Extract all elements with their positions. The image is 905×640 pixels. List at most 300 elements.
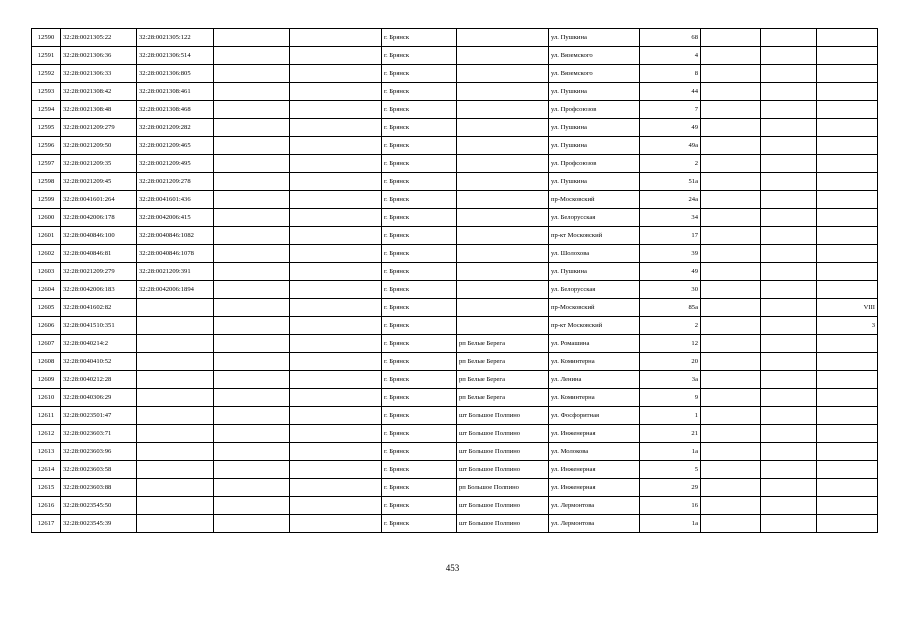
- street-cell: ул. Вяземского: [549, 47, 640, 65]
- parent-cadastral-cell: 32:28:0021306:805: [137, 65, 214, 83]
- settlement-cell: [457, 83, 549, 101]
- house-number-cell: 9: [640, 389, 701, 407]
- city-cell: г. Брянск: [382, 389, 457, 407]
- settlement-cell: [457, 65, 549, 83]
- cadastral-number-cell: 32:28:0042006:183: [61, 281, 137, 299]
- row-number-cell: 12614: [32, 461, 61, 479]
- table-row: [32, 407, 878, 425]
- street-cell: ул. Инженерная: [549, 479, 640, 497]
- empty-cell-c: [701, 479, 761, 497]
- empty-cell-d: [761, 335, 817, 353]
- empty-cell-a: [214, 515, 290, 533]
- empty-cell-d: [761, 155, 817, 173]
- house-number-cell: 44: [640, 83, 701, 101]
- extra-cell: [817, 65, 878, 83]
- parent-cadastral-cell: 32:28:0021306:514: [137, 47, 214, 65]
- cadastral-number-cell: 32:28:0041601:264: [61, 191, 137, 209]
- empty-cell-d: [761, 515, 817, 533]
- empty-cell-c: [701, 497, 761, 515]
- house-number-cell: 49: [640, 263, 701, 281]
- cadastral-number-cell: 32:28:0021308:48: [61, 101, 137, 119]
- street-cell: ул. Пушкина: [549, 173, 640, 191]
- city-cell: г. Брянск: [382, 497, 457, 515]
- empty-cell-b: [290, 47, 382, 65]
- street-cell: ул. Коминтерна: [549, 353, 640, 371]
- row-number-cell: 12603: [32, 263, 61, 281]
- table-row: [32, 317, 878, 335]
- table-row: [32, 173, 878, 191]
- street-cell: ул. Ленина: [549, 371, 640, 389]
- empty-cell-c: [701, 281, 761, 299]
- empty-cell-d: [761, 47, 817, 65]
- registry-table: [31, 28, 878, 533]
- empty-cell-b: [290, 281, 382, 299]
- empty-cell-c: [701, 317, 761, 335]
- house-number-cell: 29: [640, 479, 701, 497]
- empty-cell-b: [290, 101, 382, 119]
- city-cell: г. Брянск: [382, 119, 457, 137]
- extra-cell: [817, 101, 878, 119]
- empty-cell-a: [214, 173, 290, 191]
- city-cell: г. Брянск: [382, 155, 457, 173]
- parent-cadastral-cell: [137, 299, 214, 317]
- row-number-cell: 12596: [32, 137, 61, 155]
- row-number-cell: 12606: [32, 317, 61, 335]
- extra-cell: [817, 191, 878, 209]
- extra-cell: [817, 497, 878, 515]
- table-row: [32, 227, 878, 245]
- parent-cadastral-cell: [137, 407, 214, 425]
- empty-cell-b: [290, 191, 382, 209]
- row-number-cell: 12594: [32, 101, 61, 119]
- city-cell: г. Брянск: [382, 83, 457, 101]
- extra-cell: [817, 173, 878, 191]
- page-number: 453: [445, 563, 460, 573]
- row-number-cell: 12595: [32, 119, 61, 137]
- city-cell: г. Брянск: [382, 209, 457, 227]
- street-cell: ул. Пушкина: [549, 263, 640, 281]
- empty-cell-c: [701, 353, 761, 371]
- row-number-cell: 12597: [32, 155, 61, 173]
- city-cell: г. Брянск: [382, 425, 457, 443]
- table-row: [32, 29, 878, 47]
- street-cell: ул. Вяземского: [549, 65, 640, 83]
- empty-cell-c: [701, 407, 761, 425]
- settlement-cell: [457, 137, 549, 155]
- settlement-cell: шт Большое Полпино: [457, 515, 549, 533]
- settlement-cell: шт Большое Полпино: [457, 461, 549, 479]
- empty-cell-c: [701, 371, 761, 389]
- street-cell: ул. Пушкина: [549, 29, 640, 47]
- house-number-cell: 2: [640, 317, 701, 335]
- empty-cell-d: [761, 299, 817, 317]
- city-cell: г. Брянск: [382, 371, 457, 389]
- empty-cell-d: [761, 119, 817, 137]
- row-number-cell: 12617: [32, 515, 61, 533]
- empty-cell-d: [761, 281, 817, 299]
- empty-cell-a: [214, 83, 290, 101]
- empty-cell-d: [761, 83, 817, 101]
- empty-cell-c: [701, 119, 761, 137]
- settlement-cell: [457, 209, 549, 227]
- table-row: [32, 137, 878, 155]
- cadastral-number-cell: 32:28:0021305:22: [61, 29, 137, 47]
- cadastral-number-cell: 32:28:0021209:279: [61, 263, 137, 281]
- row-number-cell: 12600: [32, 209, 61, 227]
- empty-cell-c: [701, 191, 761, 209]
- table-row: [32, 335, 878, 353]
- cadastral-number-cell: 32:28:0040214:2: [61, 335, 137, 353]
- extra-cell: [817, 155, 878, 173]
- empty-cell-a: [214, 263, 290, 281]
- empty-cell-d: [761, 29, 817, 47]
- extra-cell: [817, 263, 878, 281]
- city-cell: г. Брянск: [382, 263, 457, 281]
- row-number-cell: 12598: [32, 173, 61, 191]
- empty-cell-c: [701, 47, 761, 65]
- empty-cell-d: [761, 389, 817, 407]
- street-cell: ул. Лермонтова: [549, 497, 640, 515]
- empty-cell-c: [701, 245, 761, 263]
- settlement-cell: рп Большое Полпино: [457, 479, 549, 497]
- parent-cadastral-cell: 32:28:0021209:495: [137, 155, 214, 173]
- empty-cell-b: [290, 353, 382, 371]
- table-row: [32, 191, 878, 209]
- table-row: [32, 47, 878, 65]
- empty-cell-a: [214, 443, 290, 461]
- settlement-cell: [457, 155, 549, 173]
- empty-cell-a: [214, 299, 290, 317]
- empty-cell-b: [290, 479, 382, 497]
- house-number-cell: 12: [640, 335, 701, 353]
- parent-cadastral-cell: [137, 479, 214, 497]
- empty-cell-c: [701, 83, 761, 101]
- empty-cell-d: [761, 65, 817, 83]
- settlement-cell: [457, 101, 549, 119]
- registry-table-body: [32, 29, 878, 533]
- city-cell: г. Брянск: [382, 173, 457, 191]
- empty-cell-c: [701, 389, 761, 407]
- table-row: [32, 119, 878, 137]
- empty-cell-a: [214, 281, 290, 299]
- city-cell: г. Брянск: [382, 407, 457, 425]
- table-row: [32, 155, 878, 173]
- extra-cell: [817, 353, 878, 371]
- parent-cadastral-cell: 32:28:0021209:282: [137, 119, 214, 137]
- cadastral-number-cell: 32:28:0040306:29: [61, 389, 137, 407]
- extra-cell: [817, 137, 878, 155]
- city-cell: г. Брянск: [382, 29, 457, 47]
- empty-cell-b: [290, 29, 382, 47]
- table-row: [32, 371, 878, 389]
- extra-cell: [817, 443, 878, 461]
- table-row: [32, 209, 878, 227]
- house-number-cell: 4: [640, 47, 701, 65]
- empty-cell-d: [761, 263, 817, 281]
- cadastral-number-cell: 32:28:0041510:351: [61, 317, 137, 335]
- extra-cell: [817, 29, 878, 47]
- extra-cell: [817, 389, 878, 407]
- settlement-cell: [457, 263, 549, 281]
- empty-cell-a: [214, 47, 290, 65]
- cadastral-number-cell: 32:28:0041602:82: [61, 299, 137, 317]
- table-row: [32, 515, 878, 533]
- street-cell: ул. Профсоюзов: [549, 101, 640, 119]
- empty-cell-d: [761, 209, 817, 227]
- settlement-cell: [457, 299, 549, 317]
- settlement-cell: рп Белые Берега: [457, 389, 549, 407]
- empty-cell-a: [214, 335, 290, 353]
- empty-cell-c: [701, 299, 761, 317]
- table-row: [32, 83, 878, 101]
- empty-cell-a: [214, 155, 290, 173]
- city-cell: г. Брянск: [382, 515, 457, 533]
- empty-cell-a: [214, 119, 290, 137]
- empty-cell-d: [761, 227, 817, 245]
- street-cell: ул. Ромашина: [549, 335, 640, 353]
- empty-cell-b: [290, 299, 382, 317]
- street-cell: ул. Инженерная: [549, 461, 640, 479]
- extra-cell: [817, 245, 878, 263]
- parent-cadastral-cell: 32:28:0041601:436: [137, 191, 214, 209]
- empty-cell-a: [214, 191, 290, 209]
- cadastral-number-cell: 32:28:0040846:100: [61, 227, 137, 245]
- street-cell: ул. Пушкина: [549, 119, 640, 137]
- parent-cadastral-cell: [137, 461, 214, 479]
- empty-cell-a: [214, 353, 290, 371]
- house-number-cell: 30: [640, 281, 701, 299]
- extra-cell: [817, 479, 878, 497]
- empty-cell-d: [761, 425, 817, 443]
- house-number-cell: 1: [640, 407, 701, 425]
- cadastral-number-cell: 32:28:0040212:28: [61, 371, 137, 389]
- city-cell: г. Брянск: [382, 101, 457, 119]
- empty-cell-a: [214, 407, 290, 425]
- cadastral-number-cell: 32:28:0021308:42: [61, 83, 137, 101]
- street-cell: пр-Московский: [549, 191, 640, 209]
- cadastral-number-cell: 32:28:0021209:45: [61, 173, 137, 191]
- settlement-cell: [457, 119, 549, 137]
- settlement-cell: [457, 227, 549, 245]
- empty-cell-d: [761, 245, 817, 263]
- empty-cell-b: [290, 209, 382, 227]
- row-number-cell: 12604: [32, 281, 61, 299]
- row-number-cell: 12592: [32, 65, 61, 83]
- settlement-cell: шт Большое Полпино: [457, 443, 549, 461]
- parent-cadastral-cell: [137, 389, 214, 407]
- empty-cell-a: [214, 227, 290, 245]
- row-number-cell: 12616: [32, 497, 61, 515]
- empty-cell-b: [290, 407, 382, 425]
- house-number-cell: 1а: [640, 443, 701, 461]
- empty-cell-c: [701, 101, 761, 119]
- empty-cell-d: [761, 191, 817, 209]
- extra-cell: [817, 461, 878, 479]
- parent-cadastral-cell: 32:28:0021305:122: [137, 29, 214, 47]
- table-row: [32, 443, 878, 461]
- row-number-cell: 12611: [32, 407, 61, 425]
- parent-cadastral-cell: [137, 335, 214, 353]
- empty-cell-b: [290, 245, 382, 263]
- house-number-cell: 7: [640, 101, 701, 119]
- parent-cadastral-cell: 32:28:0021308:468: [137, 101, 214, 119]
- extra-cell: 3: [817, 317, 878, 335]
- parent-cadastral-cell: 32:28:0042006:415: [137, 209, 214, 227]
- cadastral-number-cell: 32:28:0023603:71: [61, 425, 137, 443]
- extra-cell: [817, 227, 878, 245]
- empty-cell-d: [761, 407, 817, 425]
- house-number-cell: 3а: [640, 371, 701, 389]
- city-cell: г. Брянск: [382, 443, 457, 461]
- street-cell: ул. Профсоюзов: [549, 155, 640, 173]
- street-cell: ул. Лермонтова: [549, 515, 640, 533]
- empty-cell-b: [290, 173, 382, 191]
- empty-cell-a: [214, 479, 290, 497]
- empty-cell-d: [761, 497, 817, 515]
- parent-cadastral-cell: [137, 443, 214, 461]
- row-number-cell: 12602: [32, 245, 61, 263]
- row-number-cell: 12607: [32, 335, 61, 353]
- row-number-cell: 12609: [32, 371, 61, 389]
- city-cell: г. Брянск: [382, 281, 457, 299]
- table-row: [32, 299, 878, 317]
- empty-cell-a: [214, 101, 290, 119]
- empty-cell-c: [701, 425, 761, 443]
- street-cell: ул. Пушкина: [549, 83, 640, 101]
- empty-cell-b: [290, 317, 382, 335]
- empty-cell-a: [214, 389, 290, 407]
- settlement-cell: [457, 317, 549, 335]
- row-number-cell: 12613: [32, 443, 61, 461]
- settlement-cell: рп Белые Берега: [457, 371, 549, 389]
- cadastral-number-cell: 32:28:0023603:96: [61, 443, 137, 461]
- parent-cadastral-cell: [137, 353, 214, 371]
- parent-cadastral-cell: 32:28:0021209:391: [137, 263, 214, 281]
- extra-cell: [817, 515, 878, 533]
- empty-cell-d: [761, 353, 817, 371]
- parent-cadastral-cell: 32:28:0021209:278: [137, 173, 214, 191]
- empty-cell-a: [214, 497, 290, 515]
- house-number-cell: 49: [640, 119, 701, 137]
- city-cell: г. Брянск: [382, 461, 457, 479]
- empty-cell-d: [761, 461, 817, 479]
- city-cell: г. Брянск: [382, 299, 457, 317]
- row-number-cell: 12591: [32, 47, 61, 65]
- empty-cell-b: [290, 371, 382, 389]
- cadastral-number-cell: 32:28:0021306:33: [61, 65, 137, 83]
- empty-cell-d: [761, 317, 817, 335]
- house-number-cell: 68: [640, 29, 701, 47]
- house-number-cell: 2: [640, 155, 701, 173]
- row-number-cell: 12612: [32, 425, 61, 443]
- empty-cell-d: [761, 443, 817, 461]
- table-row: [32, 389, 878, 407]
- house-number-cell: 20: [640, 353, 701, 371]
- cadastral-number-cell: 32:28:0021209:50: [61, 137, 137, 155]
- settlement-cell: шт Большое Полпино: [457, 407, 549, 425]
- table-row: [32, 65, 878, 83]
- row-number-cell: 12599: [32, 191, 61, 209]
- empty-cell-c: [701, 443, 761, 461]
- house-number-cell: 34: [640, 209, 701, 227]
- cadastral-number-cell: 32:28:0023545:39: [61, 515, 137, 533]
- table-row: [32, 497, 878, 515]
- empty-cell-b: [290, 83, 382, 101]
- table-row: [32, 101, 878, 119]
- empty-cell-b: [290, 389, 382, 407]
- parent-cadastral-cell: 32:28:0040846:1082: [137, 227, 214, 245]
- table-row: [32, 461, 878, 479]
- empty-cell-a: [214, 29, 290, 47]
- cadastral-number-cell: 32:28:0023603:88: [61, 479, 137, 497]
- empty-cell-c: [701, 209, 761, 227]
- row-number-cell: 12608: [32, 353, 61, 371]
- extra-cell: [817, 47, 878, 65]
- street-cell: ул. Пушкина: [549, 137, 640, 155]
- street-cell: пр-кт Московский: [549, 317, 640, 335]
- empty-cell-b: [290, 497, 382, 515]
- table-row: [32, 425, 878, 443]
- city-cell: г. Брянск: [382, 65, 457, 83]
- street-cell: пр-кт Московский: [549, 227, 640, 245]
- empty-cell-b: [290, 335, 382, 353]
- street-cell: ул. Инженерная: [549, 425, 640, 443]
- empty-cell-d: [761, 479, 817, 497]
- parent-cadastral-cell: [137, 425, 214, 443]
- empty-cell-a: [214, 425, 290, 443]
- house-number-cell: 24а: [640, 191, 701, 209]
- settlement-cell: шт Большое Полпино: [457, 425, 549, 443]
- house-number-cell: 17: [640, 227, 701, 245]
- table-row: [32, 353, 878, 371]
- street-cell: ул. Белорусская: [549, 209, 640, 227]
- city-cell: г. Брянск: [382, 479, 457, 497]
- empty-cell-a: [214, 65, 290, 83]
- house-number-cell: 85а: [640, 299, 701, 317]
- cadastral-number-cell: 32:28:0040846:81: [61, 245, 137, 263]
- empty-cell-d: [761, 371, 817, 389]
- empty-cell-b: [290, 425, 382, 443]
- empty-cell-c: [701, 263, 761, 281]
- house-number-cell: 49а: [640, 137, 701, 155]
- row-number-cell: 12593: [32, 83, 61, 101]
- street-cell: ул. Коминтерна: [549, 389, 640, 407]
- city-cell: г. Брянск: [382, 317, 457, 335]
- street-cell: ул. Белорусская: [549, 281, 640, 299]
- house-number-cell: 21: [640, 425, 701, 443]
- empty-cell-c: [701, 461, 761, 479]
- extra-cell: [817, 425, 878, 443]
- settlement-cell: рп Белые Берега: [457, 353, 549, 371]
- empty-cell-d: [761, 173, 817, 191]
- settlement-cell: [457, 191, 549, 209]
- row-number-cell: 12605: [32, 299, 61, 317]
- house-number-cell: 8: [640, 65, 701, 83]
- cadastral-number-cell: 32:28:0023501:47: [61, 407, 137, 425]
- settlement-cell: [457, 29, 549, 47]
- extra-cell: [817, 209, 878, 227]
- house-number-cell: 39: [640, 245, 701, 263]
- settlement-cell: [457, 281, 549, 299]
- cadastral-number-cell: 32:28:0023603:58: [61, 461, 137, 479]
- empty-cell-c: [701, 137, 761, 155]
- city-cell: г. Брянск: [382, 47, 457, 65]
- empty-cell-c: [701, 515, 761, 533]
- extra-cell: [817, 83, 878, 101]
- settlement-cell: [457, 245, 549, 263]
- street-cell: ул. Молокова: [549, 443, 640, 461]
- settlement-cell: [457, 173, 549, 191]
